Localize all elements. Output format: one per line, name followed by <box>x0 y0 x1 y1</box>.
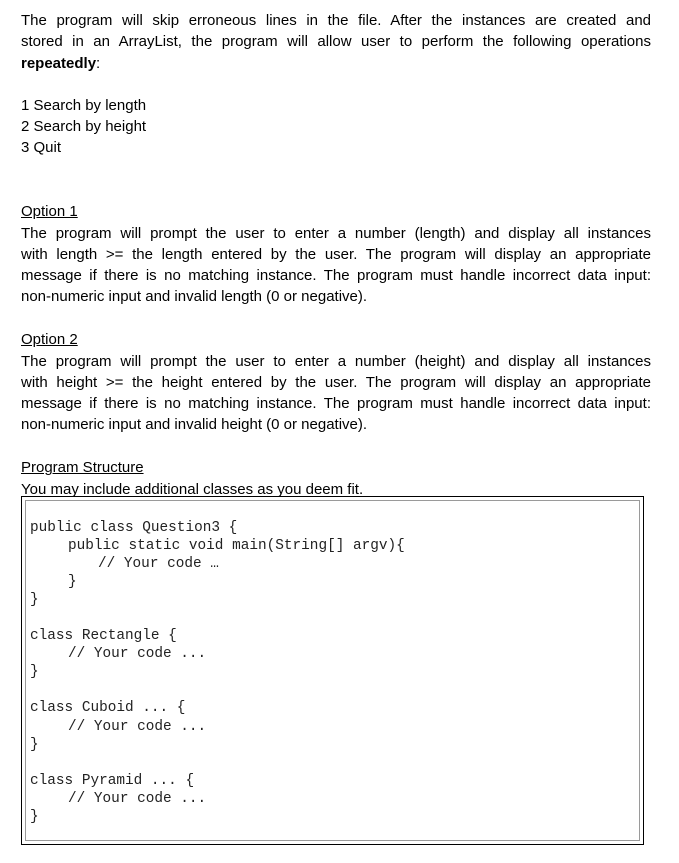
option1-line: non-numeric input and invalid length (0 or negative). <box>21 288 368 306</box>
option1-line: with length >= the length entered by the user. The program will display an appropriate <box>21 245 651 263</box>
code-line-main-close: } <box>68 574 77 590</box>
option2-heading: Option 2 <box>21 331 78 349</box>
intro-line-1: The program will skip erroneous lines in the file. After the instances are created and <box>21 12 651 29</box>
code-line-pyramid-decl: class Pyramid ... { <box>30 773 195 789</box>
emphasis-repeatedly: repeatedly <box>21 54 97 72</box>
option1-line: message if there is no matching instance. The program must handle incorrect data input: <box>21 267 651 285</box>
code-line-question3-decl: public class Question3 { <box>30 520 238 536</box>
intro-line-3-tail: : <box>96 54 101 72</box>
code-line-question3-close: } <box>30 592 39 608</box>
program-structure-heading: Program Structure <box>21 459 144 477</box>
option2-section <box>21 329 651 435</box>
option1-heading: Option 1 <box>21 203 78 221</box>
code-line-rectangle-comment: // Your code ... <box>68 646 207 662</box>
menu-item-quit: 3 Quit <box>21 139 62 157</box>
code-line-pyramid-close: } <box>30 809 39 825</box>
code-line-cuboid-comment: // Your code ... <box>68 719 207 735</box>
code-line-main-decl: public static void main(String[] argv){ <box>68 538 405 554</box>
assignment-document <box>21 10 651 500</box>
intro-line-2: stored in an ArrayList, the program will allow user to perform the following operations <box>21 33 651 51</box>
code-line-main-comment: // Your code … <box>98 556 219 572</box>
code-line-rectangle-decl: class Rectangle { <box>30 628 177 644</box>
option2-line: non-numeric input and invalid height (0 or negative). <box>21 416 368 434</box>
intro-line-3 <box>21 53 651 74</box>
code-line-rectangle-close: } <box>30 664 39 680</box>
code-listing-box <box>21 496 644 845</box>
option2-line: The program will prompt the user to enter a number (height) and display all instances <box>21 352 651 370</box>
code-line-pyramid-comment: // Your code ... <box>68 791 207 807</box>
option2-line: message if there is no matching instance. The program must handle incorrect data input: <box>21 395 651 413</box>
option1-line: The program will prompt the user to enter a number (length) and display all instances <box>21 224 651 242</box>
option1-section <box>21 201 651 307</box>
code-line-cuboid-decl: class Cuboid ... { <box>30 700 186 716</box>
program-structure-section <box>21 457 651 500</box>
code-line-cuboid-close: } <box>30 737 39 753</box>
option2-line: with height >= the height entered by the user. The program will display an appropriate <box>21 373 651 391</box>
menu-item-search-length: 1 Search by length <box>21 96 147 114</box>
program-structure-note: You may include additional classes as you deem fit. <box>21 480 364 498</box>
menu-item-search-height: 2 Search by height <box>21 118 147 136</box>
menu-list <box>21 95 651 159</box>
